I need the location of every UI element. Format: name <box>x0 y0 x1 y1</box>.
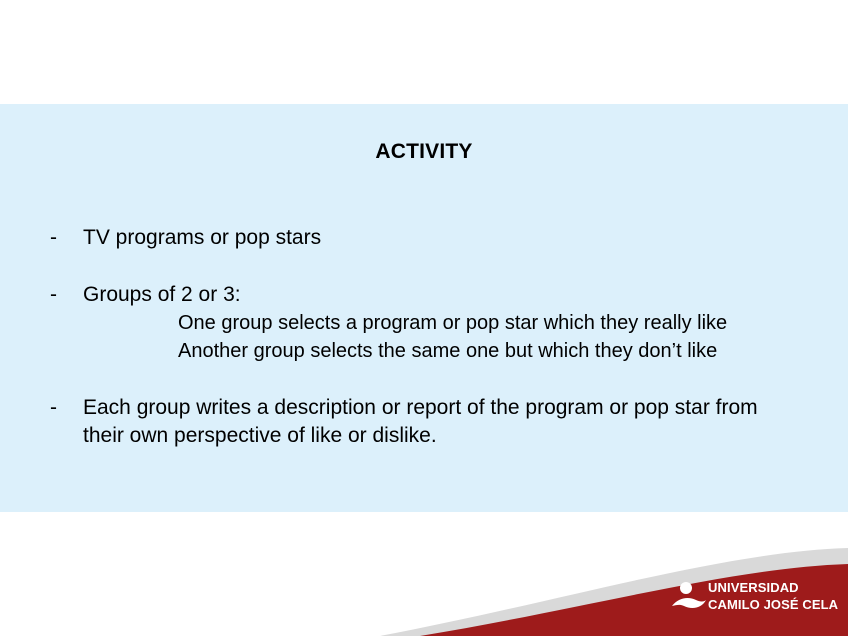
bullet-marker: - <box>50 226 57 249</box>
bullet-marker: - <box>50 396 57 419</box>
bullet-text: TV programs or pop stars <box>83 226 322 249</box>
logo-line-1: UNIVERSIDAD <box>708 580 799 595</box>
bullet-text: Groups of 2 or 3: <box>83 283 241 306</box>
sub-item: Another group selects the same one but which they don’t like <box>178 340 718 362</box>
bullet-text: Each group writes a description or report of the program or pop star from <box>83 396 758 419</box>
bullet-text: their own perspective of like or dislike. <box>83 424 437 447</box>
slide-title: ACTIVITY <box>375 140 473 163</box>
logo-line-2: CAMILO JOSÉ CELA <box>708 597 839 612</box>
bullet-marker: - <box>50 283 57 306</box>
sub-item: One group selects a program or pop star which they really like <box>178 312 728 334</box>
